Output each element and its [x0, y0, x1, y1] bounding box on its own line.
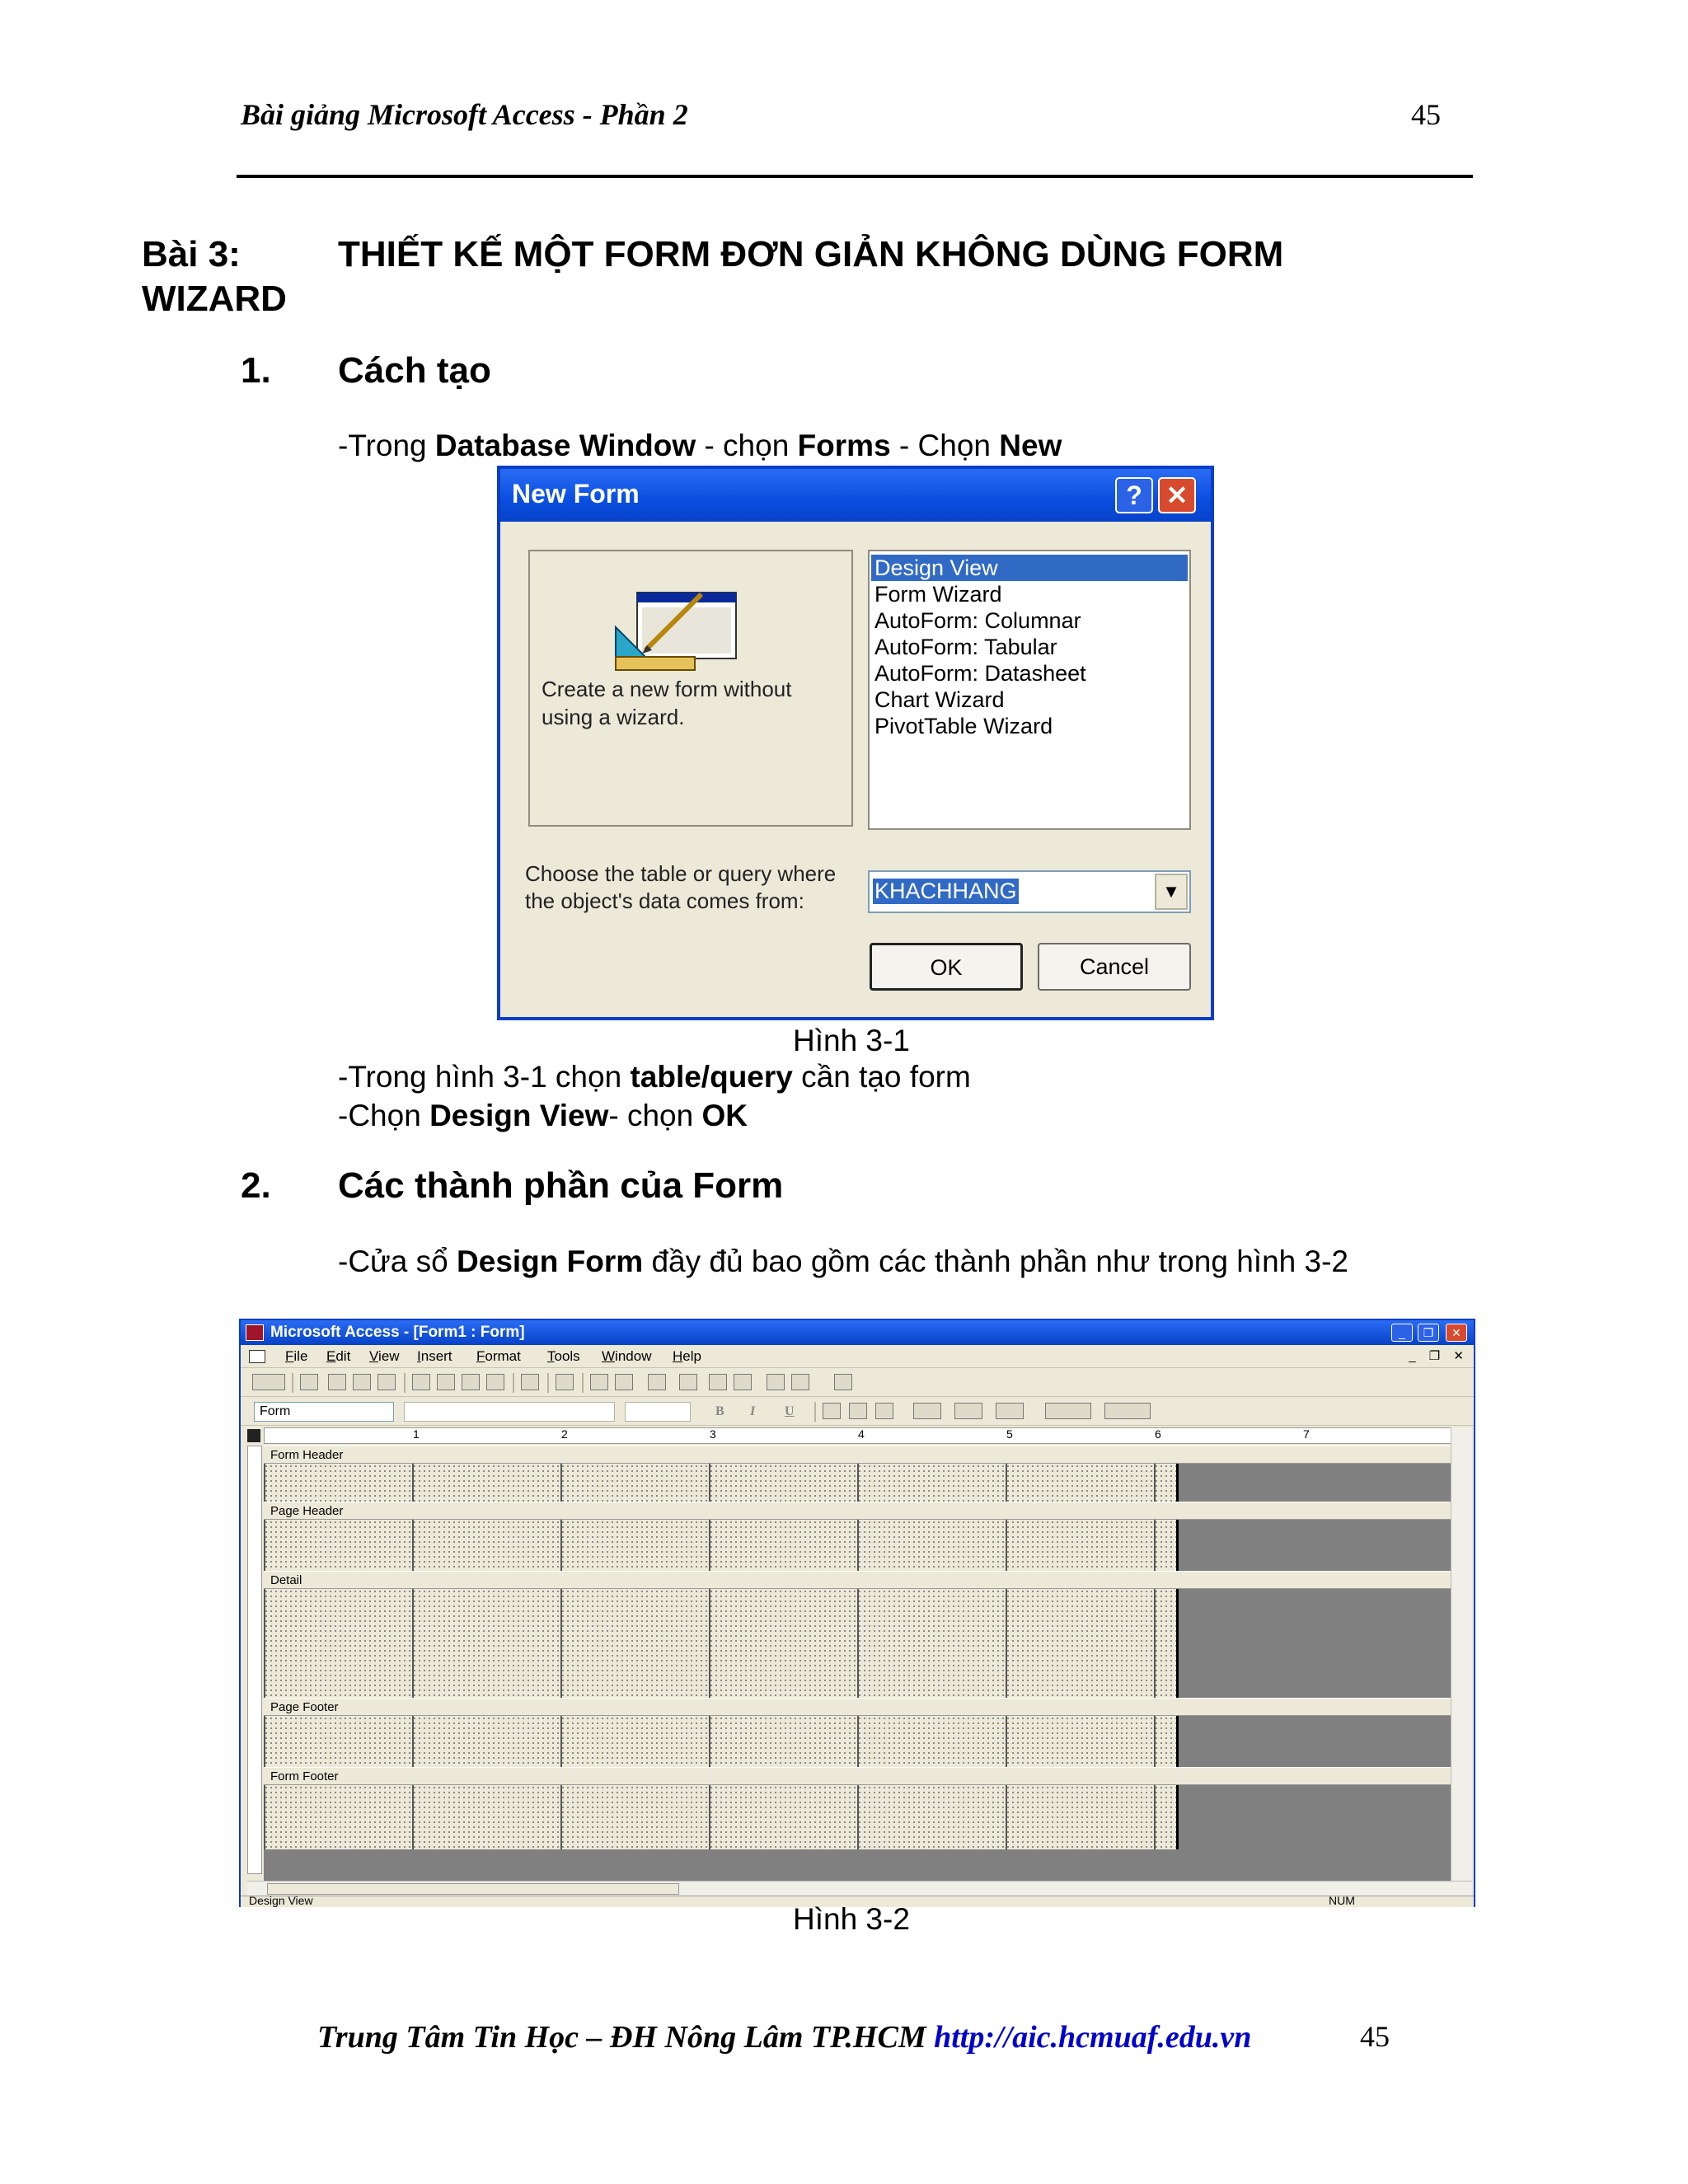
new-form-dialog	[497, 466, 1214, 1020]
ruler-mark: 3	[710, 1427, 716, 1441]
lesson-title-line1: THIẾT KẾ MỘT FORM ĐƠN GIẢN KHÔNG DÙNG FORM	[338, 234, 1284, 274]
format-painter-icon[interactable]	[486, 1374, 504, 1390]
footer-link[interactable]: http://aic.hcmuaf.edu.vn	[934, 2020, 1252, 2055]
form-icon	[249, 1350, 265, 1363]
fill-color-icon[interactable]	[913, 1403, 941, 1419]
build-icon[interactable]	[734, 1374, 752, 1390]
menu-format[interactable]: Format	[476, 1348, 521, 1364]
window-title-bar	[241, 1320, 1474, 1345]
line-color-icon[interactable]	[996, 1403, 1024, 1419]
menu-edit[interactable]: Edit	[326, 1348, 351, 1364]
bold-run: Forms	[797, 429, 891, 462]
close-button[interactable]: ✕	[1158, 477, 1196, 513]
dialog-title: New Form	[512, 479, 640, 509]
separator	[513, 1373, 514, 1393]
vertical-ruler	[247, 1446, 262, 1874]
form-footer-area[interactable]	[264, 1785, 1179, 1849]
copy-icon[interactable]	[437, 1374, 455, 1390]
form-selector[interactable]	[247, 1429, 260, 1442]
ruler-mark: 5	[1006, 1427, 1013, 1441]
lesson-number: Bài 3:	[142, 234, 241, 274]
ruler-mark: 1	[413, 1427, 420, 1441]
form-header-area[interactable]	[264, 1464, 1179, 1502]
footer-text: Trung Tâm Tin Học – ĐH Nông Lâm TP.HCM	[317, 2020, 935, 2055]
text-run: - Chọn	[890, 429, 1000, 462]
page-footer-area[interactable]	[264, 1716, 1179, 1767]
bold-run: table/query	[630, 1060, 793, 1094]
bold-run: Design View	[429, 1099, 609, 1132]
section-1-title: Cách tạo	[338, 350, 491, 391]
after-figure-line-2	[338, 1099, 748, 1133]
cut-icon[interactable]	[412, 1374, 430, 1390]
section-1-number: 1.	[241, 350, 271, 391]
separator	[814, 1402, 816, 1422]
bold-run: Database Window	[434, 429, 696, 462]
autoformat-icon[interactable]	[648, 1374, 666, 1390]
access-design-window	[239, 1319, 1475, 1907]
ok-button[interactable]: OK	[870, 943, 1023, 991]
list-item-pivottable-wizard[interactable]: PivotTable Wizard	[874, 714, 1053, 738]
code-icon[interactable]	[679, 1374, 697, 1390]
vertical-scrollbar[interactable]	[1451, 1427, 1472, 1881]
font-name-select[interactable]	[404, 1402, 615, 1422]
object-select[interactable]: Form	[254, 1402, 394, 1422]
toolbox-icon[interactable]	[615, 1374, 633, 1390]
section-bar-form-footer[interactable]	[264, 1767, 1451, 1785]
bold-button[interactable]: B	[715, 1404, 724, 1418]
dialog-description: Create a new form without using a wizard.	[542, 677, 792, 729]
section-2-instruction	[338, 1244, 1348, 1279]
minimize-button[interactable]: _	[1391, 1324, 1413, 1342]
cancel-button[interactable]: Cancel	[1038, 943, 1191, 991]
undo-icon[interactable]	[521, 1374, 539, 1390]
combo-value: KHACHHANG	[874, 879, 1017, 903]
page-number-top: 45	[1411, 98, 1441, 131]
list-item-form-wizard[interactable]: Form Wizard	[874, 582, 1002, 607]
text-run: đầy đủ bao gồm các thành phần như trong hình 3-2	[643, 1244, 1348, 1278]
menu-help[interactable]: Help	[673, 1348, 701, 1364]
align-left-icon[interactable]	[823, 1403, 841, 1419]
window-title: Microsoft Access - [Form1 : Form]	[270, 1324, 525, 1341]
print-icon[interactable]	[328, 1374, 346, 1390]
section-label: Page Header	[270, 1504, 344, 1518]
mdi-window-buttons[interactable]: _ ❐ ✕	[1409, 1349, 1469, 1363]
bold-run: Design Form	[457, 1244, 644, 1278]
section-label: Page Footer	[270, 1700, 339, 1714]
align-right-icon[interactable]	[875, 1403, 893, 1419]
design-view-icon	[612, 584, 744, 675]
properties-icon[interactable]	[709, 1374, 727, 1390]
scroll-thumb[interactable]	[267, 1883, 679, 1895]
section-bar-page-header[interactable]	[264, 1502, 1451, 1520]
text-run: -Cửa sổ	[338, 1244, 457, 1278]
section-2-heading	[241, 1165, 783, 1207]
form-type-list[interactable]	[868, 550, 1191, 830]
close-button[interactable]: ✕	[1446, 1324, 1467, 1342]
num-lock-indicator: NUM	[1329, 1894, 1355, 1907]
hyperlink-icon[interactable]	[556, 1374, 574, 1390]
view-icon[interactable]	[252, 1374, 285, 1390]
header-rule	[237, 175, 1473, 178]
form-design-canvas	[264, 1446, 1451, 1881]
figure-3-1-caption: Hình 3-1	[793, 1024, 910, 1057]
list-item-chart-wizard[interactable]: Chart Wizard	[874, 687, 1005, 712]
horizontal-scrollbar[interactable]	[247, 1881, 1472, 1896]
access-app-icon	[246, 1324, 264, 1341]
page-number-bottom: 45	[1360, 2020, 1390, 2053]
separator	[404, 1373, 406, 1393]
italic-button[interactable]: I	[750, 1404, 756, 1418]
help-icon[interactable]	[834, 1374, 852, 1390]
running-header: Bài giảng Microsoft Access - Phần 2	[241, 98, 688, 131]
dialog-title-bar	[500, 469, 1211, 522]
section-bar-page-footer[interactable]	[264, 1698, 1451, 1716]
detail-area[interactable]	[264, 1589, 1179, 1698]
table-query-combo[interactable]	[868, 870, 1191, 913]
list-item-autoform-tabular[interactable]: AutoForm: Tabular	[874, 635, 1057, 659]
page-header-area[interactable]	[264, 1520, 1179, 1571]
new-object-icon[interactable]	[791, 1374, 809, 1390]
font-color-icon[interactable]	[954, 1403, 982, 1419]
after-figure-line-1	[338, 1060, 971, 1094]
separator	[292, 1373, 293, 1393]
text-run: - chọn	[696, 429, 798, 462]
status-text: Design View	[249, 1894, 313, 1907]
menu-view[interactable]: View	[369, 1348, 400, 1364]
menu-window[interactable]: Window	[602, 1348, 652, 1364]
section-1-heading	[241, 350, 491, 391]
font-size-select[interactable]	[625, 1402, 691, 1422]
page-footer	[317, 2019, 1251, 2055]
form-design-toolbar	[241, 1369, 1474, 1397]
print-preview-icon[interactable]	[353, 1374, 371, 1390]
text-run: -Trong hình 3-1 chọn	[338, 1060, 631, 1094]
bold-run: New	[999, 429, 1062, 462]
separator	[582, 1373, 584, 1393]
ruler-mark: 4	[858, 1427, 865, 1441]
figure-3-2-caption: Hình 3-2	[793, 1902, 910, 1936]
separator	[547, 1373, 549, 1393]
section-label: Form Header	[270, 1448, 344, 1462]
database-window-icon[interactable]	[767, 1374, 785, 1390]
section-bar-detail[interactable]	[264, 1571, 1451, 1589]
section-label: Form Footer	[270, 1769, 339, 1783]
underline-button[interactable]: U	[785, 1404, 795, 1418]
dialog-preview-pane	[528, 550, 853, 827]
list-item-design-view[interactable]: Design View	[871, 555, 1188, 581]
choose-table-label: Choose the table or query where the object's data comes from:	[525, 861, 837, 913]
menu-bar	[241, 1345, 1474, 1368]
section-1-instruction	[338, 429, 1062, 463]
save-icon[interactable]	[300, 1374, 318, 1390]
ruler-mark: 7	[1303, 1427, 1310, 1441]
align-center-icon[interactable]	[849, 1403, 867, 1419]
text-run: - chọn	[608, 1099, 702, 1132]
paste-icon[interactable]	[462, 1374, 480, 1390]
menu-insert[interactable]: Insert	[417, 1348, 452, 1364]
text-run: cần tạo form	[792, 1060, 971, 1094]
formatting-toolbar	[241, 1398, 1474, 1426]
field-list-icon[interactable]	[590, 1374, 608, 1390]
list-item-autoform-datasheet[interactable]: AutoForm: Datasheet	[874, 661, 1086, 686]
menu-tools[interactable]: Tools	[547, 1348, 580, 1364]
ruler-mark: 6	[1155, 1427, 1161, 1441]
horizontal-ruler	[264, 1427, 1464, 1444]
section-2-title: Các thành phần của Form	[338, 1165, 784, 1206]
line-width-icon[interactable]	[1045, 1403, 1091, 1419]
restore-button[interactable]: ❐	[1418, 1324, 1439, 1342]
lesson-heading	[142, 232, 1283, 321]
text-run: -Chọn	[338, 1099, 430, 1132]
bold-run: OK	[701, 1099, 748, 1132]
special-effect-icon[interactable]	[1104, 1403, 1151, 1419]
lesson-title-line2: WIZARD	[142, 279, 287, 319]
text-run: -Trong	[338, 429, 435, 462]
section-bar-form-header[interactable]	[264, 1446, 1451, 1464]
list-item-autoform-columnar[interactable]: AutoForm: Columnar	[874, 608, 1081, 633]
spelling-icon[interactable]	[377, 1374, 396, 1390]
help-button[interactable]: ?	[1115, 477, 1153, 513]
menu-file[interactable]: File	[285, 1348, 308, 1364]
section-2-number: 2.	[241, 1165, 271, 1206]
ruler-mark: 2	[561, 1427, 568, 1441]
chevron-down-icon[interactable]: ▼	[1155, 874, 1188, 910]
section-label: Detail	[270, 1573, 302, 1587]
